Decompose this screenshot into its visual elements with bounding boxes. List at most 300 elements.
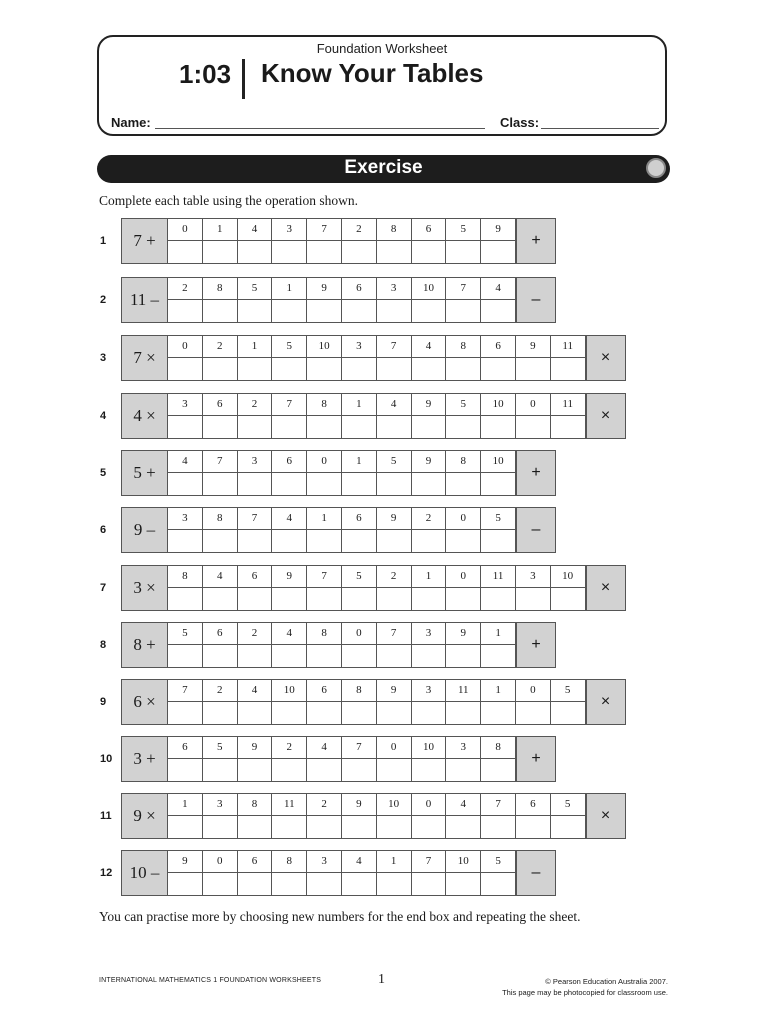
table-column: [272, 680, 307, 724]
input-number: 7: [377, 336, 411, 358]
answer-cell[interactable]: [377, 759, 411, 781]
answer-cell[interactable]: [238, 645, 272, 667]
input-number: 10: [412, 737, 446, 759]
question-number: 9: [100, 696, 107, 708]
question-number: 6: [100, 524, 107, 536]
answer-cell[interactable]: [203, 873, 237, 895]
name-label: Name:: [111, 115, 151, 130]
input-number: 4: [307, 737, 341, 759]
answer-cell[interactable]: [342, 530, 376, 552]
answer-cell[interactable]: [412, 759, 446, 781]
answer-cell[interactable]: [446, 645, 480, 667]
answer-cell[interactable]: [412, 358, 446, 380]
answer-cell[interactable]: [272, 873, 306, 895]
input-number: 6: [516, 794, 550, 816]
answer-cell[interactable]: [342, 759, 376, 781]
answer-cell[interactable]: [446, 530, 480, 552]
operation-end-box: ×: [586, 565, 626, 611]
answer-cell[interactable]: [307, 358, 341, 380]
answer-cell[interactable]: [238, 300, 272, 322]
table-column: [203, 737, 238, 781]
input-number: 6: [203, 394, 237, 416]
exercise-banner: [97, 155, 670, 183]
input-number: 5: [168, 623, 202, 645]
question-number: 4: [100, 410, 107, 422]
answer-cell[interactable]: [446, 702, 480, 724]
input-number: 1: [481, 680, 515, 702]
table-column: [307, 680, 342, 724]
answer-cell[interactable]: [168, 816, 202, 838]
answer-cell[interactable]: [412, 241, 446, 263]
question-number: 3: [100, 352, 107, 364]
answer-cell[interactable]: [377, 645, 411, 667]
answer-cell[interactable]: [307, 816, 341, 838]
input-number: 2: [238, 623, 272, 645]
table-column: [516, 566, 551, 610]
input-number: 1: [412, 566, 446, 588]
table-column: [551, 336, 586, 380]
table-column: [168, 394, 203, 438]
table-column: [412, 851, 447, 895]
input-number: 2: [168, 278, 202, 300]
table-column: [342, 737, 377, 781]
operation-box: 4 ×: [121, 393, 168, 439]
answer-cell[interactable]: [377, 873, 411, 895]
question-number: 5: [100, 467, 107, 479]
answer-cell[interactable]: [377, 358, 411, 380]
answer-cell[interactable]: [238, 588, 272, 610]
table-column: [377, 219, 412, 263]
table-column: [412, 794, 447, 838]
input-number: 7: [168, 680, 202, 702]
table-column: [238, 508, 273, 552]
input-number: 11: [481, 566, 515, 588]
answer-cell[interactable]: [238, 530, 272, 552]
input-number: 3: [203, 794, 237, 816]
answer-cell[interactable]: [272, 645, 306, 667]
input-number: 6: [342, 278, 376, 300]
table-grid: [168, 622, 516, 668]
table-column: [272, 566, 307, 610]
table-column: [342, 336, 377, 380]
answer-cell[interactable]: [481, 473, 515, 495]
answer-cell[interactable]: [307, 873, 341, 895]
table-column: [272, 623, 307, 667]
answer-cell[interactable]: [272, 702, 306, 724]
answer-cell[interactable]: [342, 358, 376, 380]
table-column: [307, 737, 342, 781]
answer-cell[interactable]: [551, 702, 585, 724]
input-number: 1: [342, 451, 376, 473]
answer-cell[interactable]: [168, 358, 202, 380]
answer-cell[interactable]: [238, 416, 272, 438]
answer-cell[interactable]: [203, 300, 237, 322]
table-column: [203, 851, 238, 895]
answer-cell[interactable]: [446, 416, 480, 438]
answer-cell[interactable]: [412, 873, 446, 895]
answer-cell[interactable]: [481, 241, 515, 263]
answer-cell[interactable]: [481, 300, 515, 322]
table-column: [481, 794, 516, 838]
table-column: [342, 394, 377, 438]
answer-cell[interactable]: [412, 530, 446, 552]
input-number: 6: [412, 219, 446, 241]
input-number: 6: [203, 623, 237, 645]
table-grid: [168, 850, 516, 896]
answer-cell[interactable]: [203, 530, 237, 552]
answer-cell[interactable]: [342, 588, 376, 610]
answer-cell[interactable]: [481, 416, 515, 438]
answer-cell[interactable]: [446, 300, 480, 322]
input-number: 7: [377, 623, 411, 645]
answer-cell[interactable]: [168, 702, 202, 724]
operation-box: 3 +: [121, 736, 168, 782]
operation-box: 3 ×: [121, 565, 168, 611]
answer-cell[interactable]: [272, 416, 306, 438]
table-column: [342, 680, 377, 724]
table-column: [446, 219, 481, 263]
input-number: 4: [446, 794, 480, 816]
table-column: [516, 336, 551, 380]
answer-cell[interactable]: [238, 358, 272, 380]
input-number: 7: [446, 278, 480, 300]
answer-cell[interactable]: [377, 473, 411, 495]
name-field[interactable]: [155, 128, 485, 129]
table-grid: [168, 507, 516, 553]
input-number: 2: [342, 219, 376, 241]
input-number: 10: [446, 851, 480, 873]
operation-box: 9 ×: [121, 793, 168, 839]
input-number: 0: [168, 336, 202, 358]
answer-cell[interactable]: [446, 759, 480, 781]
answer-cell[interactable]: [446, 588, 480, 610]
answer-cell[interactable]: [168, 588, 202, 610]
table-column: [412, 219, 447, 263]
answer-cell[interactable]: [203, 816, 237, 838]
input-number: 5: [551, 794, 585, 816]
input-number: 0: [307, 451, 341, 473]
table-column: [272, 336, 307, 380]
table-grid: [168, 679, 586, 725]
answer-cell[interactable]: [481, 702, 515, 724]
answer-cell[interactable]: [377, 530, 411, 552]
table-column: [446, 680, 481, 724]
table-column: [516, 794, 551, 838]
operation-box: 11 –: [121, 277, 168, 323]
answer-cell[interactable]: [272, 530, 306, 552]
answer-cell[interactable]: [203, 358, 237, 380]
answer-cell[interactable]: [168, 645, 202, 667]
table-column: [203, 508, 238, 552]
input-number: 7: [307, 219, 341, 241]
table-column: [168, 851, 203, 895]
answer-cell[interactable]: [272, 816, 306, 838]
table-column: [481, 851, 516, 895]
table-column: [168, 680, 203, 724]
answer-cell[interactable]: [342, 300, 376, 322]
answer-cell[interactable]: [551, 416, 585, 438]
answer-cell[interactable]: [446, 241, 480, 263]
answer-cell[interactable]: [551, 588, 585, 610]
input-number: 7: [412, 851, 446, 873]
answer-cell[interactable]: [342, 645, 376, 667]
table-column: [238, 851, 273, 895]
table-column: [168, 737, 203, 781]
answer-cell[interactable]: [203, 588, 237, 610]
input-number: 5: [446, 219, 480, 241]
table-column: [203, 336, 238, 380]
answer-cell[interactable]: [168, 300, 202, 322]
answer-cell[interactable]: [412, 588, 446, 610]
input-number: 6: [342, 508, 376, 530]
answer-cell[interactable]: [238, 759, 272, 781]
answer-cell[interactable]: [238, 702, 272, 724]
answer-cell[interactable]: [446, 473, 480, 495]
input-number: 3: [272, 219, 306, 241]
table-grid: [168, 393, 586, 439]
operation-box: 7 ×: [121, 335, 168, 381]
answer-cell[interactable]: [551, 816, 585, 838]
answer-cell[interactable]: [412, 645, 446, 667]
answer-cell[interactable]: [203, 416, 237, 438]
answer-cell[interactable]: [307, 588, 341, 610]
question-number: 1: [100, 235, 107, 247]
table-column: [203, 680, 238, 724]
answer-cell[interactable]: [342, 416, 376, 438]
table-grid: [168, 218, 516, 264]
question-number: 2: [100, 294, 107, 306]
input-number: 0: [516, 680, 550, 702]
input-number: 1: [481, 623, 515, 645]
answer-cell[interactable]: [412, 702, 446, 724]
answer-cell[interactable]: [307, 416, 341, 438]
input-number: 0: [342, 623, 376, 645]
answer-cell[interactable]: [377, 702, 411, 724]
input-number: 9: [307, 278, 341, 300]
answer-cell[interactable]: [481, 358, 515, 380]
answer-cell[interactable]: [446, 816, 480, 838]
table-column: [481, 623, 516, 667]
input-number: 3: [516, 566, 550, 588]
answer-cell[interactable]: [377, 588, 411, 610]
answer-cell[interactable]: [377, 816, 411, 838]
operation-end-box: –: [516, 507, 556, 553]
input-number: 9: [377, 680, 411, 702]
answer-cell[interactable]: [516, 816, 550, 838]
input-number: 9: [272, 566, 306, 588]
question-number: 10: [100, 753, 113, 765]
table-column: [272, 219, 307, 263]
input-number: 1: [168, 794, 202, 816]
answer-cell[interactable]: [342, 816, 376, 838]
answer-cell[interactable]: [481, 530, 515, 552]
table-column: [168, 794, 203, 838]
input-number: 9: [412, 451, 446, 473]
worksheet-type: Foundation Worksheet: [316, 41, 448, 56]
answer-cell[interactable]: [516, 358, 550, 380]
table-column: [272, 278, 307, 322]
table-column: [481, 680, 516, 724]
answer-cell[interactable]: [342, 473, 376, 495]
table-column: [342, 451, 377, 495]
answer-cell[interactable]: [203, 759, 237, 781]
table-column: [481, 219, 516, 263]
input-number: 8: [238, 794, 272, 816]
table-column: [446, 851, 481, 895]
input-number: 1: [272, 278, 306, 300]
table-column: [412, 394, 447, 438]
answer-cell[interactable]: [481, 645, 515, 667]
answer-cell[interactable]: [516, 702, 550, 724]
table-column: [168, 219, 203, 263]
table-column: [342, 508, 377, 552]
table-grid: [168, 793, 586, 839]
input-number: 2: [203, 680, 237, 702]
answer-cell[interactable]: [481, 588, 515, 610]
table-column: [203, 219, 238, 263]
answer-cell[interactable]: [377, 300, 411, 322]
answer-cell[interactable]: [272, 300, 306, 322]
table-column: [481, 278, 516, 322]
question-number: 8: [100, 639, 107, 651]
answer-cell[interactable]: [272, 241, 306, 263]
circle-icon: [646, 158, 666, 178]
operation-end-box: ×: [586, 793, 626, 839]
answer-cell[interactable]: [272, 588, 306, 610]
input-number: 1: [342, 394, 376, 416]
section-title: Exercise: [344, 157, 423, 178]
answer-cell[interactable]: [377, 241, 411, 263]
input-number: 2: [238, 394, 272, 416]
answer-cell[interactable]: [412, 300, 446, 322]
input-number: 8: [342, 680, 376, 702]
table-column: [446, 336, 481, 380]
input-number: 7: [481, 794, 515, 816]
answer-cell[interactable]: [238, 873, 272, 895]
table-column: [272, 737, 307, 781]
answer-cell[interactable]: [168, 473, 202, 495]
answer-cell[interactable]: [551, 358, 585, 380]
answer-cell[interactable]: [516, 416, 550, 438]
table-column: [168, 508, 203, 552]
table-column: [377, 851, 412, 895]
operation-box: 7 +: [121, 218, 168, 264]
answer-cell[interactable]: [203, 473, 237, 495]
answer-cell[interactable]: [168, 416, 202, 438]
input-number: 0: [377, 737, 411, 759]
operation-end-box: –: [516, 277, 556, 323]
input-number: 10: [272, 680, 306, 702]
photocopy-permission: This page may be photocopied for classroom use.: [502, 988, 668, 997]
answer-cell[interactable]: [272, 473, 306, 495]
input-number: 2: [307, 794, 341, 816]
answer-cell[interactable]: [307, 702, 341, 724]
answer-cell[interactable]: [342, 241, 376, 263]
table-column: [272, 508, 307, 552]
answer-cell[interactable]: [307, 300, 341, 322]
answer-cell[interactable]: [307, 473, 341, 495]
input-number: 3: [238, 451, 272, 473]
answer-cell[interactable]: [203, 702, 237, 724]
answer-cell[interactable]: [168, 759, 202, 781]
answer-cell[interactable]: [272, 759, 306, 781]
input-number: 5: [203, 737, 237, 759]
answer-cell[interactable]: [481, 873, 515, 895]
operation-box: 9 –: [121, 507, 168, 553]
answer-cell[interactable]: [481, 816, 515, 838]
table-column: [412, 336, 447, 380]
table-column: [342, 566, 377, 610]
input-number: 1: [203, 219, 237, 241]
input-number: 2: [203, 336, 237, 358]
input-number: 11: [551, 336, 585, 358]
input-number: 11: [446, 680, 480, 702]
answer-cell[interactable]: [377, 416, 411, 438]
answer-cell[interactable]: [168, 241, 202, 263]
answer-cell[interactable]: [307, 759, 341, 781]
answer-cell[interactable]: [238, 473, 272, 495]
input-number: 4: [238, 219, 272, 241]
answer-cell[interactable]: [168, 530, 202, 552]
answer-cell[interactable]: [307, 530, 341, 552]
answer-cell[interactable]: [203, 241, 237, 263]
input-number: 4: [168, 451, 202, 473]
answer-cell[interactable]: [446, 358, 480, 380]
input-number: 6: [307, 680, 341, 702]
table-column: [238, 680, 273, 724]
table-column: [203, 566, 238, 610]
answer-cell[interactable]: [307, 645, 341, 667]
table-column: [168, 566, 203, 610]
input-number: 9: [377, 508, 411, 530]
table-column: [377, 566, 412, 610]
input-number: 1: [307, 508, 341, 530]
answer-cell[interactable]: [446, 873, 480, 895]
table-column: [238, 278, 273, 322]
answer-cell[interactable]: [412, 473, 446, 495]
table-column: [551, 680, 586, 724]
answer-cell[interactable]: [412, 416, 446, 438]
input-number: 11: [272, 794, 306, 816]
answer-cell[interactable]: [238, 241, 272, 263]
class-field[interactable]: [541, 128, 659, 129]
question-number: 11: [100, 810, 112, 822]
answer-cell[interactable]: [203, 645, 237, 667]
input-number: 6: [238, 851, 272, 873]
answer-cell[interactable]: [307, 241, 341, 263]
table-column: [412, 278, 447, 322]
answer-cell[interactable]: [342, 702, 376, 724]
worksheet-header: [97, 35, 667, 136]
table-column: [377, 451, 412, 495]
input-number: 9: [481, 219, 515, 241]
answer-cell[interactable]: [238, 816, 272, 838]
input-number: 9: [342, 794, 376, 816]
answer-cell[interactable]: [481, 759, 515, 781]
table-column: [342, 794, 377, 838]
worksheet-title: Know Your Tables: [261, 58, 484, 88]
table-column: [446, 566, 481, 610]
input-number: 4: [342, 851, 376, 873]
table-grid: [168, 736, 516, 782]
answer-cell[interactable]: [412, 816, 446, 838]
answer-cell[interactable]: [342, 873, 376, 895]
answer-cell[interactable]: [168, 873, 202, 895]
answer-cell[interactable]: [516, 588, 550, 610]
answer-cell[interactable]: [272, 358, 306, 380]
table-column: [307, 278, 342, 322]
input-number: 0: [412, 794, 446, 816]
